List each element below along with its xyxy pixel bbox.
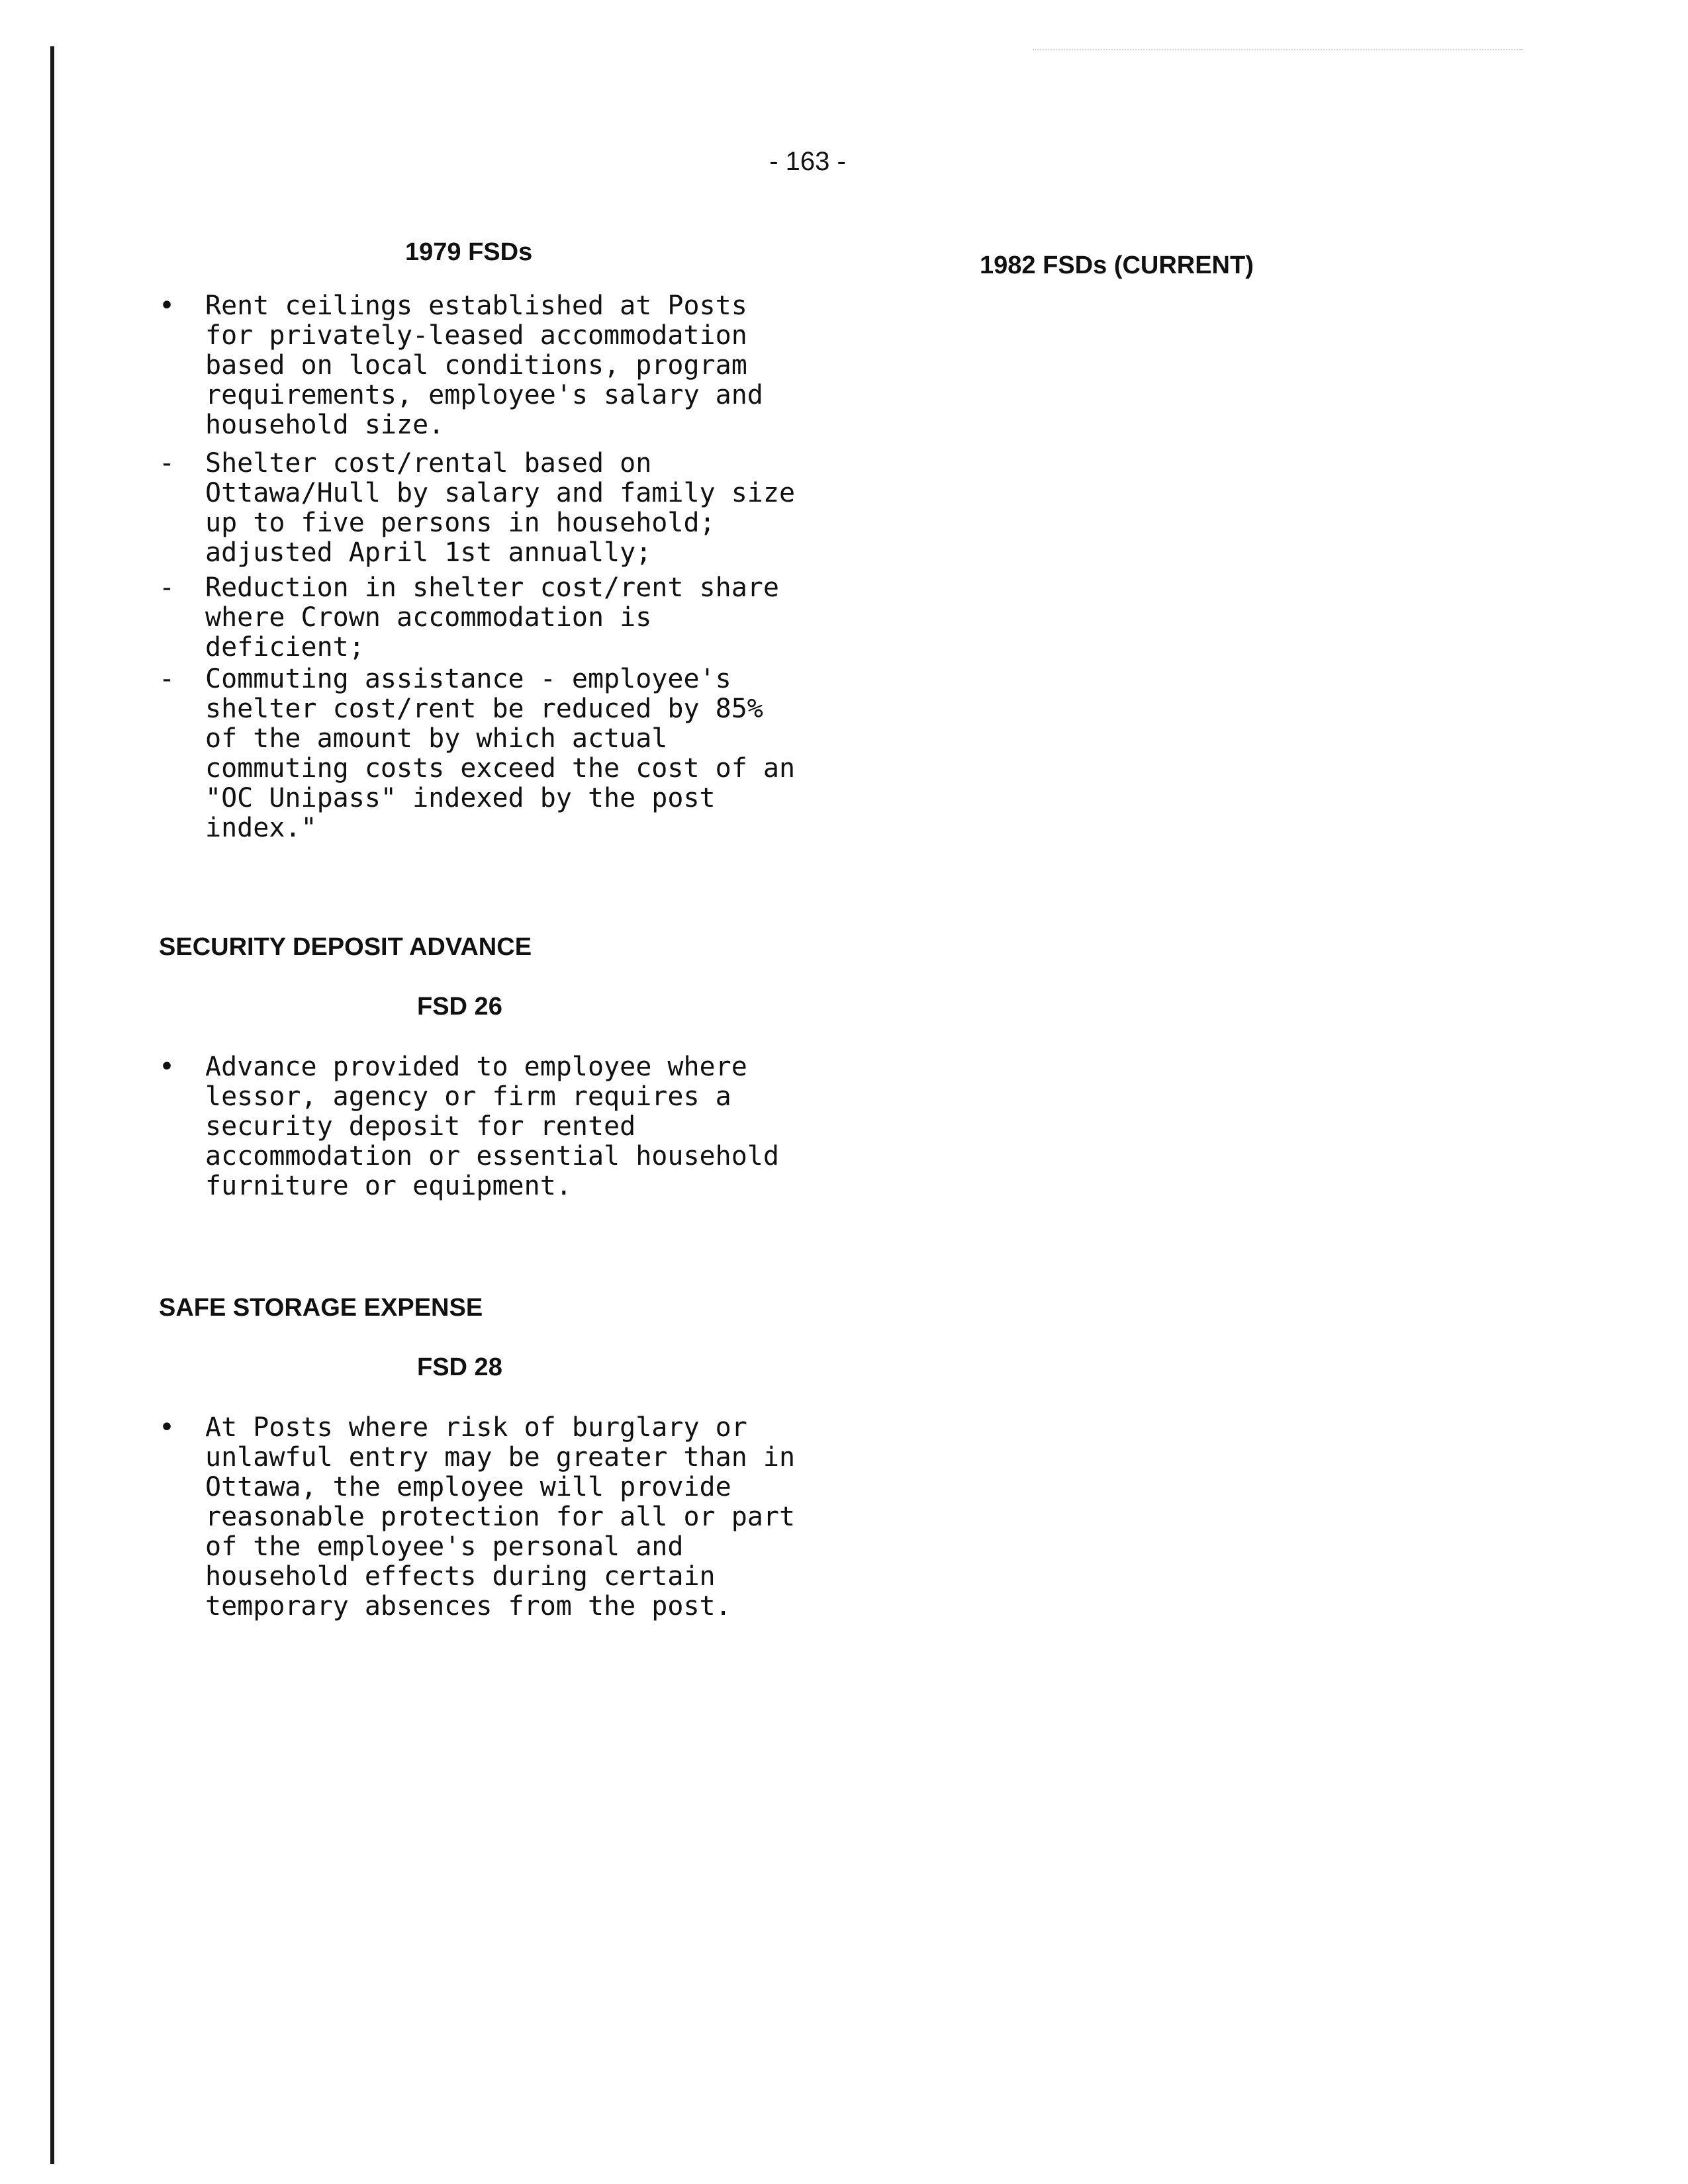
bullet-marker: • — [159, 1052, 175, 1082]
section-heading-safe-storage: SAFE STORAGE EXPENSE — [159, 1294, 483, 1322]
list-item — [159, 664, 821, 843]
list-item-text: Rent ceilings established at Posts for privately-leased accommodation based on local conditions, program requirements, employee's salary and household size. — [205, 291, 763, 440]
scan-artifact-mark — [1033, 49, 1523, 52]
bullet-marker: • — [159, 1412, 175, 1443]
fsd-label-28: FSD 28 — [417, 1353, 502, 1381]
page-number: - 163 - — [769, 147, 846, 176]
section-heading-security-deposit: SECURITY DEPOSIT ADVANCE — [159, 933, 532, 961]
list-item — [159, 449, 821, 568]
bullet-marker: • — [159, 291, 175, 321]
list-item — [159, 573, 821, 662]
column-heading-1982: 1982 FSDs (CURRENT) — [980, 251, 1254, 279]
list-item — [159, 1413, 821, 1621]
list-item-text: Shelter cost/rental based on Ottawa/Hull by salary and family size up to five persons in household; adjusted April 1st annually; — [205, 448, 796, 568]
list-item — [159, 1052, 821, 1201]
list-item-text: Advance provided to employee where lessor, agency or firm requires a security deposit for rented accommodation or essential household furniture or equipment. — [205, 1052, 779, 1201]
fsd-label-26: FSD 26 — [417, 993, 502, 1021]
column-heading-1979: 1979 FSDs — [405, 238, 533, 266]
list-item-text: At Posts where risk of burglary or unlawful entry may be greater than in Ottawa, the employee will provide reasonable protection for all or part of the employee's personal and household effects during certain temporary absences from the post. — [205, 1412, 796, 1621]
dash-marker: - — [159, 572, 175, 603]
list-item — [159, 291, 821, 440]
dash-marker: - — [159, 448, 175, 478]
list-item-text: Commuting assistance - employee's shelter cost/rent be reduced by 85% of the amount by which actual commuting costs exceed the cost of an "OC Unipass" indexed by the post index." — [205, 664, 796, 843]
dash-marker: - — [159, 664, 175, 694]
page-binding-line — [50, 46, 54, 2164]
list-item-text: Reduction in shelter cost/rent share where Crown accommodation is deficient; — [205, 572, 779, 662]
